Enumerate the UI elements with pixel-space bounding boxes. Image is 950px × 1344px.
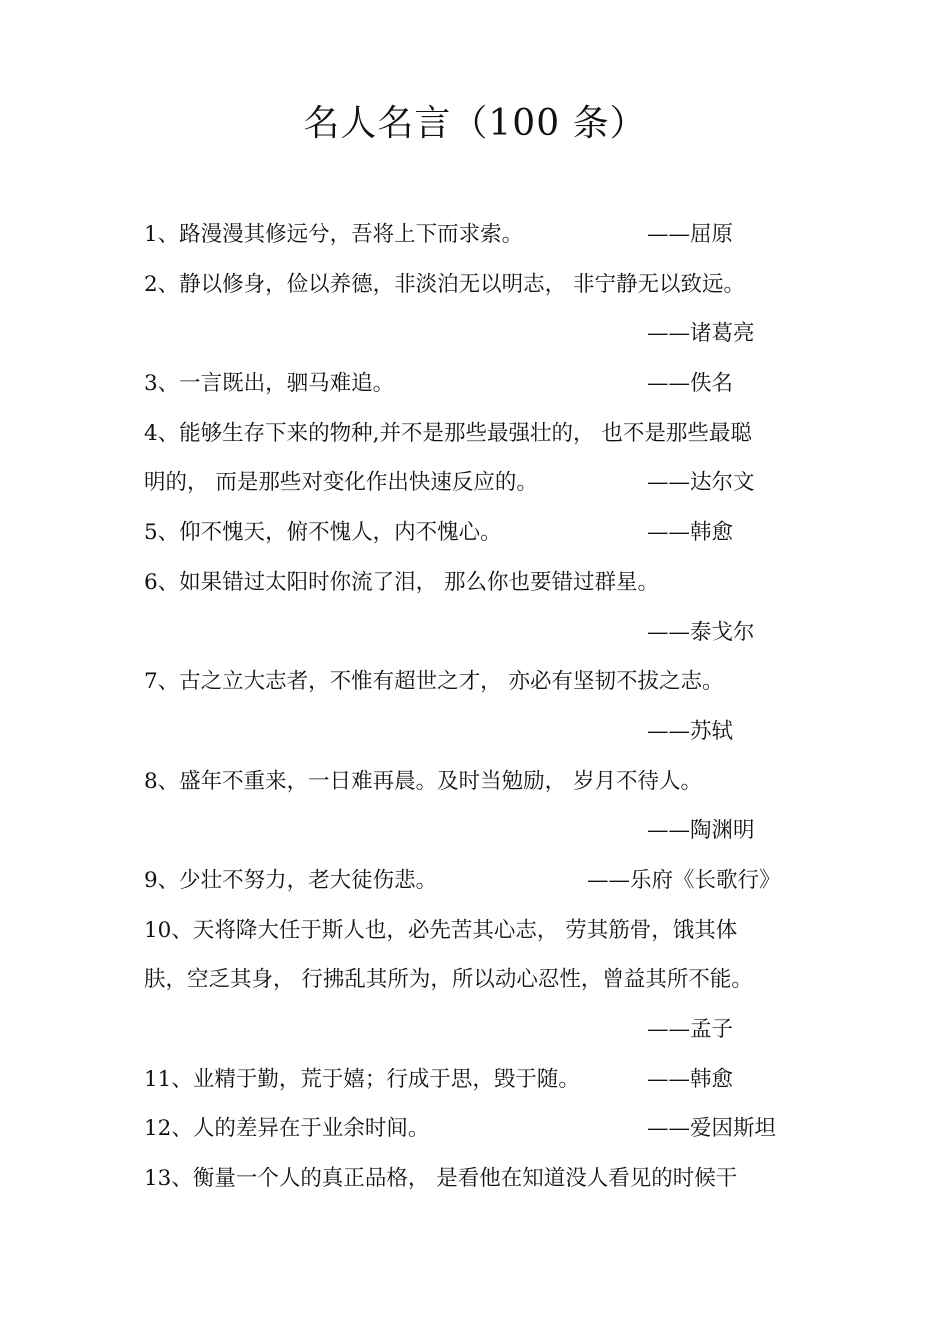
quote-line-8 xyxy=(144,558,824,608)
quote-line-3 xyxy=(144,309,824,359)
quote-text: 10、天将降大任于斯人也，必先苦其心志， 劳其筋骨，饿其体 xyxy=(144,917,738,943)
quote-text: 5、仰不愧天，俯不愧人，内不愧心。 xyxy=(144,520,502,546)
quote-text: 1、路漫漫其修远兮，吾将上下而求索。 xyxy=(144,222,524,247)
quote-author: ——达尔文 xyxy=(647,470,755,496)
quote-author: ——韩愈 xyxy=(647,520,734,546)
quote-author: ——诸葛亮 xyxy=(647,321,755,347)
quote-line-20 xyxy=(144,1154,824,1204)
quote-line-18 xyxy=(144,1055,824,1105)
quote-line-13 xyxy=(144,806,824,856)
quote-text: 11、业精于勤，荒于嬉；行成于思，毁于随。 xyxy=(144,1066,580,1092)
quote-author: ——佚名 xyxy=(647,371,734,397)
quote-text: 3、一言既出，驷马难追。 xyxy=(144,371,395,397)
quote-author: ——韩愈 xyxy=(647,1066,734,1092)
quote-line-12 xyxy=(144,757,824,807)
quote-author: ——苏轼 xyxy=(647,718,734,744)
quote-list xyxy=(144,210,824,1204)
quote-line-7 xyxy=(144,508,824,558)
quote-line-19 xyxy=(144,1104,824,1154)
quote-line-15 xyxy=(144,906,824,956)
quote-author: ——孟子 xyxy=(647,1017,734,1042)
quote-text: 12、人的差异在于业余时间。 xyxy=(144,1116,430,1142)
quote-text: 8、盛年不重来，一日难再晨。及时当勉励， 岁月不待人。 xyxy=(144,768,703,794)
quote-line-11 xyxy=(144,707,824,757)
quote-author: ——乐府《长歌行》 xyxy=(587,867,781,893)
quote-author: ——爱因斯坦 xyxy=(647,1116,777,1142)
quote-line-6 xyxy=(144,458,824,508)
quote-author: ——屈原 xyxy=(647,222,734,247)
quote-line-10 xyxy=(144,657,824,707)
quote-line-2 xyxy=(144,260,824,310)
quote-line-17 xyxy=(144,1005,824,1055)
page-title: 名人名言（100 条） xyxy=(303,103,647,144)
quote-line-9 xyxy=(144,608,824,658)
quote-author: ——陶渊明 xyxy=(647,818,755,844)
quote-line-5 xyxy=(144,409,824,459)
quote-text: 9、少壮不努力，老大徒伤悲。 xyxy=(144,867,438,893)
quote-line-14 xyxy=(144,856,824,906)
quote-text: 肤，空乏其身， 行拂乱其所为，所以动心忍性，曾益其所不能。 xyxy=(144,967,753,993)
quote-text: 2、静以修身，俭以养德，非淡泊无以明志， 非宁静无以致远。 xyxy=(144,271,746,297)
quote-text: 4、能够生存下来的物种,并不是那些最强壮的， 也不是那些最聪 xyxy=(144,420,752,446)
quote-text: 明的， 而是那些对变化作出快速反应的。 xyxy=(144,470,538,496)
quote-text: 6、如果错过太阳时你流了泪， 那么你也要错过群星。 xyxy=(144,569,660,595)
quote-author: ——泰戈尔 xyxy=(647,619,755,645)
quote-text: 13、衡量一个人的真正品格， 是看他在知道没人看见的时候干 xyxy=(144,1166,738,1192)
quote-line-4 xyxy=(144,359,824,409)
quote-text: 7、古之立大志者，不惟有超世之才， 亦必有坚韧不拔之志。 xyxy=(144,669,724,695)
quote-line-1 xyxy=(144,210,824,260)
quote-line-16 xyxy=(144,955,824,1005)
